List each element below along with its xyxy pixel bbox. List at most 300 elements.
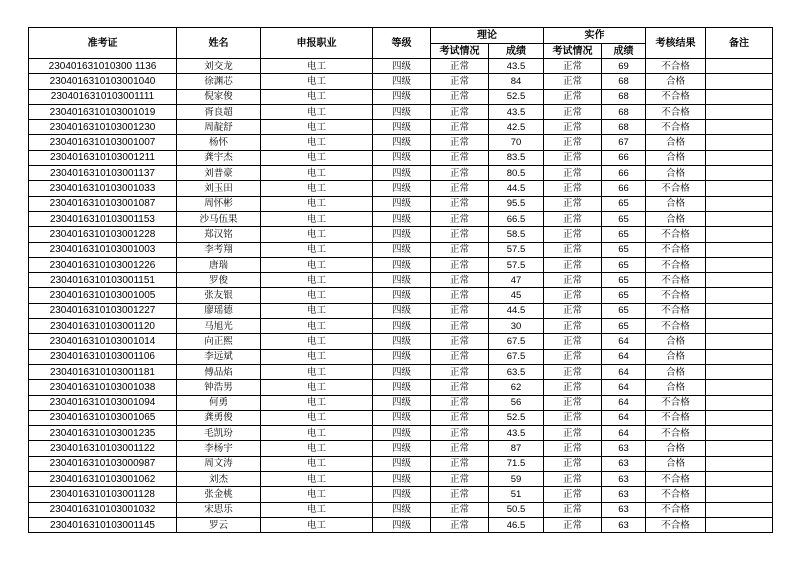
name-cell: 马旭光: [177, 319, 261, 334]
header-theory: 理论: [431, 28, 544, 44]
practice-score-cell: 65: [602, 211, 646, 226]
occupation-cell: 电工: [261, 257, 373, 272]
table-body: [29, 59, 773, 533]
theory-score-cell: 50.5: [489, 502, 544, 517]
name-cell: 何勇: [177, 395, 261, 410]
practice-score-cell: 66: [602, 181, 646, 196]
level-cell: 四级: [373, 135, 431, 150]
theory-status-cell: 正常: [431, 517, 489, 532]
exam-id-cell: 2304016310103001120: [29, 319, 177, 334]
name-cell: 刘交龙: [177, 59, 261, 74]
theory-score-cell: 66.5: [489, 211, 544, 226]
table-row: [29, 257, 773, 272]
practice-score-cell: 64: [602, 380, 646, 395]
practice-status-cell: 正常: [544, 502, 602, 517]
exam-id-cell: 2304016310103001227: [29, 303, 177, 318]
name-cell: 罗俊: [177, 273, 261, 288]
occupation-cell: 电工: [261, 120, 373, 135]
exam-id-cell: 2304016310103001122: [29, 441, 177, 456]
theory-score-cell: 67.5: [489, 349, 544, 364]
occupation-cell: 电工: [261, 319, 373, 334]
remark-cell: [706, 364, 773, 379]
theory-status-cell: 正常: [431, 211, 489, 226]
remark-cell: [706, 487, 773, 502]
practice-status-cell: 正常: [544, 242, 602, 257]
practice-status-cell: 正常: [544, 166, 602, 181]
practice-status-cell: 正常: [544, 227, 602, 242]
table-row: [29, 303, 773, 318]
level-cell: 四级: [373, 319, 431, 334]
remark-cell: [706, 288, 773, 303]
header-level: 等级: [373, 28, 431, 59]
result-cell: 合格: [646, 166, 706, 181]
practice-status-cell: 正常: [544, 487, 602, 502]
remark-cell: [706, 517, 773, 532]
result-cell: 不合格: [646, 227, 706, 242]
result-cell: 不合格: [646, 517, 706, 532]
occupation-cell: 电工: [261, 181, 373, 196]
theory-status-cell: 正常: [431, 227, 489, 242]
theory-status-cell: 正常: [431, 273, 489, 288]
table-row: [29, 104, 773, 119]
remark-cell: [706, 456, 773, 471]
level-cell: 四级: [373, 211, 431, 226]
theory-status-cell: 正常: [431, 74, 489, 89]
theory-status-cell: 正常: [431, 135, 489, 150]
practice-status-cell: 正常: [544, 364, 602, 379]
remark-cell: [706, 303, 773, 318]
exam-id-cell: 2304016310103001038: [29, 380, 177, 395]
remark-cell: [706, 441, 773, 456]
level-cell: 四级: [373, 364, 431, 379]
name-cell: 张友银: [177, 288, 261, 303]
level-cell: 四级: [373, 395, 431, 410]
occupation-cell: 电工: [261, 166, 373, 181]
exam-id-cell: 2304016310103001019: [29, 104, 177, 119]
level-cell: 四级: [373, 441, 431, 456]
level-cell: 四级: [373, 257, 431, 272]
exam-id-cell: 2304016310103001014: [29, 334, 177, 349]
practice-score-cell: 64: [602, 426, 646, 441]
practice-status-cell: 正常: [544, 456, 602, 471]
occupation-cell: 电工: [261, 303, 373, 318]
theory-score-cell: 43.5: [489, 426, 544, 441]
practice-status-cell: 正常: [544, 74, 602, 89]
result-cell: 不合格: [646, 410, 706, 425]
practice-status-cell: 正常: [544, 120, 602, 135]
theory-score-cell: 44.5: [489, 181, 544, 196]
header-name: 姓名: [177, 28, 261, 59]
theory-score-cell: 87: [489, 441, 544, 456]
result-cell: 不合格: [646, 89, 706, 104]
table-row: [29, 319, 773, 334]
table-row: [29, 150, 773, 165]
level-cell: 四级: [373, 303, 431, 318]
name-cell: 周文涛: [177, 456, 261, 471]
level-cell: 四级: [373, 89, 431, 104]
remark-cell: [706, 273, 773, 288]
level-cell: 四级: [373, 426, 431, 441]
table-row: [29, 517, 773, 532]
exam-id-cell: 2304016310103001226: [29, 257, 177, 272]
level-cell: 四级: [373, 502, 431, 517]
occupation-cell: 电工: [261, 395, 373, 410]
remark-cell: [706, 181, 773, 196]
remark-cell: [706, 211, 773, 226]
name-cell: 廖瑶德: [177, 303, 261, 318]
name-cell: 罗云: [177, 517, 261, 532]
remark-cell: [706, 242, 773, 257]
theory-score-cell: 57.5: [489, 242, 544, 257]
exam-id-cell: 230401631010300 1136: [29, 59, 177, 74]
remark-cell: [706, 196, 773, 211]
practice-status-cell: 正常: [544, 288, 602, 303]
remark-cell: [706, 334, 773, 349]
name-cell: 龚宇杰: [177, 150, 261, 165]
theory-score-cell: 56: [489, 395, 544, 410]
theory-status-cell: 正常: [431, 395, 489, 410]
result-cell: 不合格: [646, 288, 706, 303]
theory-status-cell: 正常: [431, 487, 489, 502]
theory-status-cell: 正常: [431, 104, 489, 119]
practice-score-cell: 63: [602, 517, 646, 532]
name-cell: 宋思乐: [177, 502, 261, 517]
theory-score-cell: 58.5: [489, 227, 544, 242]
table-row: [29, 456, 773, 471]
occupation-cell: 电工: [261, 441, 373, 456]
theory-score-cell: 52.5: [489, 89, 544, 104]
result-cell: 不合格: [646, 242, 706, 257]
exam-id-cell: 2304016310103001040: [29, 74, 177, 89]
exam-id-cell: 2304016310103001062: [29, 472, 177, 487]
result-cell: 不合格: [646, 487, 706, 502]
level-cell: 四级: [373, 334, 431, 349]
exam-id-cell: 2304016310103001151: [29, 273, 177, 288]
name-cell: 周靛舒: [177, 120, 261, 135]
table-row: [29, 242, 773, 257]
practice-score-cell: 68: [602, 89, 646, 104]
occupation-cell: 电工: [261, 472, 373, 487]
name-cell: 周怀彬: [177, 196, 261, 211]
table-row: [29, 502, 773, 517]
exam-id-cell: 2304016310103001228: [29, 227, 177, 242]
level-cell: 四级: [373, 166, 431, 181]
practice-score-cell: 65: [602, 227, 646, 242]
practice-status-cell: 正常: [544, 273, 602, 288]
exam-id-cell: 2304016310103001094: [29, 395, 177, 410]
exam-id-cell: 2304016310103001032: [29, 502, 177, 517]
header-theory-score: 成绩: [489, 44, 544, 59]
theory-score-cell: 67.5: [489, 334, 544, 349]
result-cell: 不合格: [646, 120, 706, 135]
result-cell: 不合格: [646, 59, 706, 74]
theory-score-cell: 47: [489, 273, 544, 288]
practice-score-cell: 67: [602, 135, 646, 150]
occupation-cell: 电工: [261, 426, 373, 441]
occupation-cell: 电工: [261, 211, 373, 226]
occupation-cell: 电工: [261, 227, 373, 242]
practice-score-cell: 68: [602, 120, 646, 135]
theory-score-cell: 43.5: [489, 59, 544, 74]
table-row: [29, 364, 773, 379]
theory-score-cell: 51: [489, 487, 544, 502]
result-cell: 不合格: [646, 426, 706, 441]
occupation-cell: 电工: [261, 59, 373, 74]
practice-score-cell: 65: [602, 288, 646, 303]
exam-id-cell: 2304016310103001111: [29, 89, 177, 104]
result-cell: 合格: [646, 334, 706, 349]
header-theory-status: 考试情况: [431, 44, 489, 59]
occupation-cell: 电工: [261, 334, 373, 349]
occupation-cell: 电工: [261, 135, 373, 150]
table-row: [29, 426, 773, 441]
header-practice-status: 考试情况: [544, 44, 602, 59]
remark-cell: [706, 59, 773, 74]
result-cell: 不合格: [646, 502, 706, 517]
result-cell: 合格: [646, 380, 706, 395]
remark-cell: [706, 380, 773, 395]
header-practice: 实作: [544, 28, 646, 44]
theory-status-cell: 正常: [431, 242, 489, 257]
table-row: [29, 380, 773, 395]
practice-status-cell: 正常: [544, 334, 602, 349]
header-remark: 备注: [706, 28, 773, 59]
theory-score-cell: 57.5: [489, 257, 544, 272]
table-row: [29, 120, 773, 135]
occupation-cell: 电工: [261, 349, 373, 364]
table-row: [29, 349, 773, 364]
level-cell: 四级: [373, 227, 431, 242]
name-cell: 杨怀: [177, 135, 261, 150]
level-cell: 四级: [373, 456, 431, 471]
result-cell: 不合格: [646, 104, 706, 119]
exam-id-cell: 2304016310103001087: [29, 196, 177, 211]
result-cell: 合格: [646, 135, 706, 150]
occupation-cell: 电工: [261, 89, 373, 104]
theory-status-cell: 正常: [431, 288, 489, 303]
practice-score-cell: 63: [602, 502, 646, 517]
occupation-cell: 电工: [261, 74, 373, 89]
exam-id-cell: 2304016310103001145: [29, 517, 177, 532]
practice-score-cell: 64: [602, 364, 646, 379]
occupation-cell: 电工: [261, 502, 373, 517]
level-cell: 四级: [373, 410, 431, 425]
practice-status-cell: 正常: [544, 150, 602, 165]
name-cell: 龚勇俊: [177, 410, 261, 425]
theory-score-cell: 95.5: [489, 196, 544, 211]
remark-cell: [706, 395, 773, 410]
remark-cell: [706, 89, 773, 104]
theory-score-cell: 43.5: [489, 104, 544, 119]
theory-status-cell: 正常: [431, 334, 489, 349]
theory-status-cell: 正常: [431, 120, 489, 135]
theory-score-cell: 59: [489, 472, 544, 487]
theory-score-cell: 42.5: [489, 120, 544, 135]
theory-status-cell: 正常: [431, 166, 489, 181]
table-row: [29, 273, 773, 288]
name-cell: 李远斌: [177, 349, 261, 364]
exam-id-cell: 2304016310103000987: [29, 456, 177, 471]
practice-status-cell: 正常: [544, 196, 602, 211]
level-cell: 四级: [373, 59, 431, 74]
result-cell: 不合格: [646, 257, 706, 272]
remark-cell: [706, 74, 773, 89]
result-cell: 合格: [646, 441, 706, 456]
practice-status-cell: 正常: [544, 441, 602, 456]
level-cell: 四级: [373, 349, 431, 364]
table-row: [29, 59, 773, 74]
result-cell: 不合格: [646, 395, 706, 410]
table-row: [29, 135, 773, 150]
result-cell: 不合格: [646, 181, 706, 196]
occupation-cell: 电工: [261, 380, 373, 395]
practice-score-cell: 69: [602, 59, 646, 74]
name-cell: 傅品焰: [177, 364, 261, 379]
remark-cell: [706, 472, 773, 487]
practice-status-cell: 正常: [544, 426, 602, 441]
remark-cell: [706, 120, 773, 135]
occupation-cell: 电工: [261, 288, 373, 303]
table-row: [29, 89, 773, 104]
table-row: [29, 288, 773, 303]
result-cell: 合格: [646, 364, 706, 379]
theory-status-cell: 正常: [431, 364, 489, 379]
result-cell: 合格: [646, 211, 706, 226]
exam-id-cell: 2304016310103001153: [29, 211, 177, 226]
theory-status-cell: 正常: [431, 349, 489, 364]
remark-cell: [706, 319, 773, 334]
practice-score-cell: 63: [602, 472, 646, 487]
header-result: 考核结果: [646, 28, 706, 59]
result-cell: 合格: [646, 74, 706, 89]
result-cell: 不合格: [646, 472, 706, 487]
theory-score-cell: 71.5: [489, 456, 544, 471]
occupation-cell: 电工: [261, 104, 373, 119]
theory-score-cell: 62: [489, 380, 544, 395]
practice-score-cell: 64: [602, 395, 646, 410]
level-cell: 四级: [373, 472, 431, 487]
result-cell: 合格: [646, 456, 706, 471]
table-row: [29, 441, 773, 456]
theory-score-cell: 84: [489, 74, 544, 89]
result-cell: 合格: [646, 196, 706, 211]
theory-score-cell: 70: [489, 135, 544, 150]
practice-score-cell: 65: [602, 196, 646, 211]
result-cell: 不合格: [646, 319, 706, 334]
theory-score-cell: 52.5: [489, 410, 544, 425]
result-cell: 不合格: [646, 273, 706, 288]
remark-cell: [706, 426, 773, 441]
practice-score-cell: 66: [602, 150, 646, 165]
practice-score-cell: 68: [602, 104, 646, 119]
level-cell: 四级: [373, 150, 431, 165]
occupation-cell: 电工: [261, 150, 373, 165]
header-exam-id: 准考证: [29, 28, 177, 59]
theory-status-cell: 正常: [431, 502, 489, 517]
level-cell: 四级: [373, 487, 431, 502]
level-cell: 四级: [373, 242, 431, 257]
name-cell: 李考翔: [177, 242, 261, 257]
name-cell: 刘玉田: [177, 181, 261, 196]
occupation-cell: 电工: [261, 410, 373, 425]
practice-status-cell: 正常: [544, 319, 602, 334]
exam-id-cell: 2304016310103001137: [29, 166, 177, 181]
practice-status-cell: 正常: [544, 59, 602, 74]
table-row: [29, 181, 773, 196]
level-cell: 四级: [373, 120, 431, 135]
theory-score-cell: 46.5: [489, 517, 544, 532]
level-cell: 四级: [373, 380, 431, 395]
name-cell: 张金桃: [177, 487, 261, 502]
exam-id-cell: 2304016310103001211: [29, 150, 177, 165]
grade-table: [28, 27, 773, 533]
theory-status-cell: 正常: [431, 257, 489, 272]
name-cell: 刘普豪: [177, 166, 261, 181]
level-cell: 四级: [373, 273, 431, 288]
occupation-cell: 电工: [261, 487, 373, 502]
occupation-cell: 电工: [261, 364, 373, 379]
remark-cell: [706, 410, 773, 425]
exam-id-cell: 2304016310103001005: [29, 288, 177, 303]
table-row: [29, 74, 773, 89]
theory-status-cell: 正常: [431, 380, 489, 395]
occupation-cell: 电工: [261, 242, 373, 257]
practice-score-cell: 66: [602, 166, 646, 181]
theory-status-cell: 正常: [431, 303, 489, 318]
practice-score-cell: 64: [602, 410, 646, 425]
practice-score-cell: 63: [602, 487, 646, 502]
name-cell: 李杨宇: [177, 441, 261, 456]
exam-id-cell: 2304016310103001106: [29, 349, 177, 364]
name-cell: 胥良超: [177, 104, 261, 119]
level-cell: 四级: [373, 104, 431, 119]
theory-score-cell: 83.5: [489, 150, 544, 165]
practice-score-cell: 65: [602, 319, 646, 334]
theory-score-cell: 80.5: [489, 166, 544, 181]
name-cell: 郑汉铭: [177, 227, 261, 242]
practice-score-cell: 64: [602, 334, 646, 349]
practice-score-cell: 68: [602, 74, 646, 89]
practice-status-cell: 正常: [544, 303, 602, 318]
practice-status-cell: 正常: [544, 211, 602, 226]
theory-status-cell: 正常: [431, 181, 489, 196]
theory-status-cell: 正常: [431, 426, 489, 441]
level-cell: 四级: [373, 181, 431, 196]
exam-id-cell: 2304016310103001007: [29, 135, 177, 150]
theory-score-cell: 63.5: [489, 364, 544, 379]
theory-status-cell: 正常: [431, 196, 489, 211]
header-occupation: 申报职业: [261, 28, 373, 59]
table-row: [29, 487, 773, 502]
name-cell: 倪家俊: [177, 89, 261, 104]
result-cell: 合格: [646, 349, 706, 364]
exam-id-cell: 2304016310103001128: [29, 487, 177, 502]
theory-status-cell: 正常: [431, 319, 489, 334]
theory-status-cell: 正常: [431, 89, 489, 104]
exam-id-cell: 2304016310103001065: [29, 410, 177, 425]
level-cell: 四级: [373, 74, 431, 89]
practice-score-cell: 65: [602, 273, 646, 288]
occupation-cell: 电工: [261, 273, 373, 288]
practice-status-cell: 正常: [544, 104, 602, 119]
remark-cell: [706, 150, 773, 165]
theory-status-cell: 正常: [431, 456, 489, 471]
name-cell: 沙马伍果: [177, 211, 261, 226]
table-row: [29, 472, 773, 487]
practice-score-cell: 65: [602, 303, 646, 318]
theory-status-cell: 正常: [431, 441, 489, 456]
level-cell: 四级: [373, 288, 431, 303]
